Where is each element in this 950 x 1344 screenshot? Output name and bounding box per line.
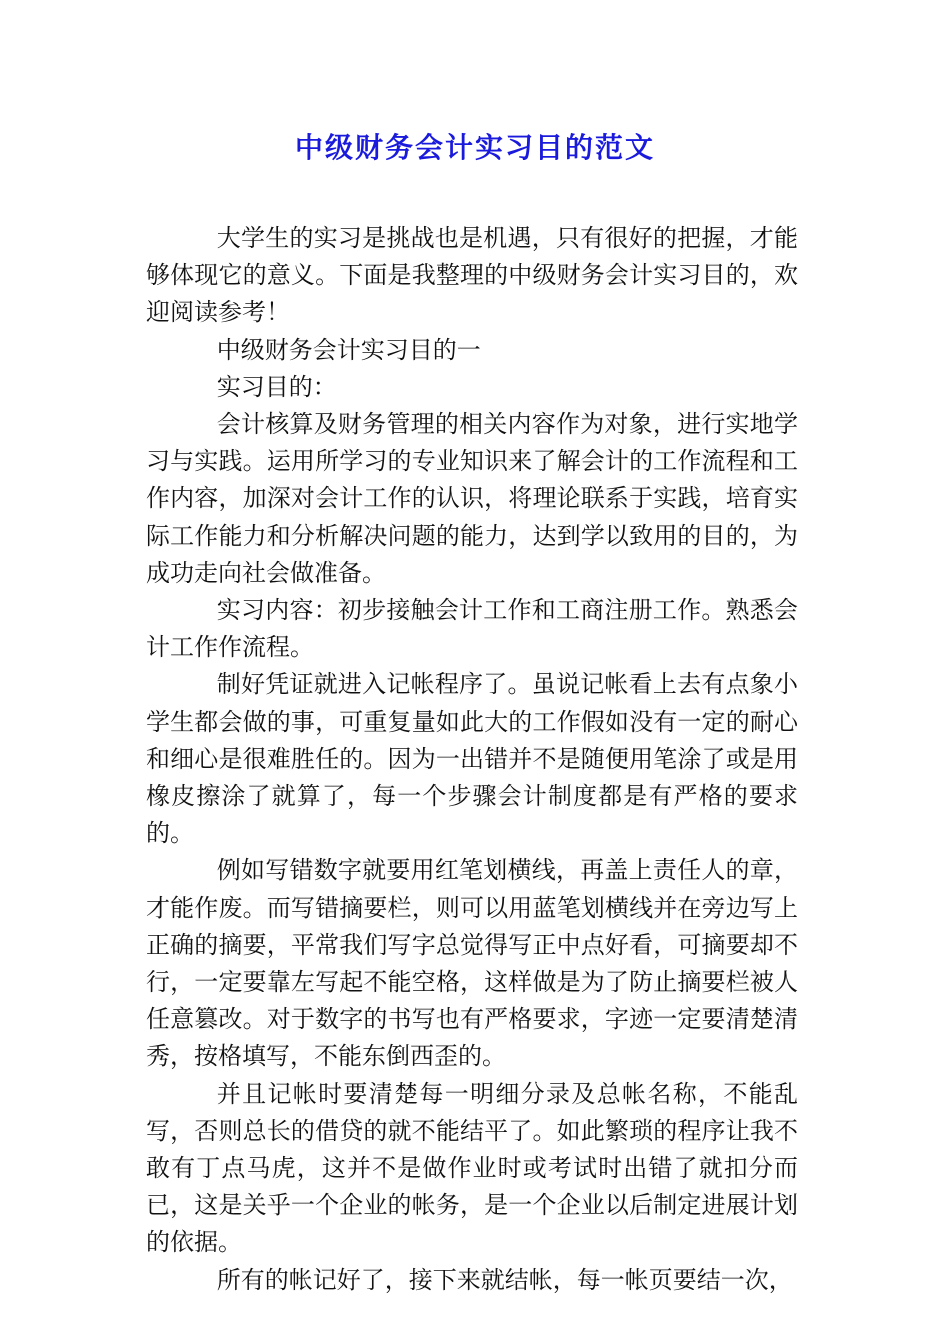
paragraph: 并且记帐时要清楚每一明细分录及总帐名称，不能乱写，否则总长的借贷的就不能结平了。如此繁琐的程序让我不敢有丁点马虎，这并不是做作业时或考试时出错了就扣分而已，这是关乎一个企业的帐务，是一个企业以后制定进展计划的依据。 (146, 1079, 798, 1257)
paragraph: 例如写错数字就要用红笔划横线，再盖上责任人的章，才能作废。而写错摘要栏，则可以用蓝笔划横线并在旁边写上正确的摘要，平常我们写字总觉得写正中点好看，可摘要却不行，一定要靠左写起不能空格，这样做是为了防止摘要栏被人任意篡改。对于数字的书写也有严格要求，字迹一定要清楚清秀，按格填写，不能东倒西歪的。 (146, 856, 798, 1071)
paragraph: 实习内容：初步接触会计工作和工商注册工作。熟悉会计工作作流程。 (146, 596, 798, 662)
paragraph: 中级财务会计实习目的一 (216, 335, 481, 364)
paragraph: 大学生的实习是挑战也是机遇，只有很好的把握，才能够体现它的意义。下面是我整理的中级财务会计实习目的，欢迎阅读参考！ (146, 224, 798, 327)
paragraph: 实习目的： (216, 372, 337, 401)
paragraph: 会计核算及财务管理的相关内容作为对象，进行实地学习与实践。运用所学习的专业知识来了解会计的工作流程和工作内容，加深对会计工作的认识，将理论联系于实践，培育实际工作能力和分析解决问题的能力，达到学以致用的目的，为成功走向社会做准备。 (146, 410, 798, 587)
document-body (146, 220, 798, 1299)
paragraph: 所有的帐记好了，接下来就结帐，每一帐页要结一次， (216, 1265, 793, 1294)
document-title: 中级财务会计实习目的范文 (294, 131, 655, 164)
paragraph: 制好凭证就进入记帐程序了。虽说记帐看上去有点象小学生都会做的事，可重复量如此大的工作假如没有一定的耐心和细心是很难胜任的。因为一出错并不是随便用笔涂了或是用橡皮擦涂了就算了，每一个步骤会计制度都是有严格的要求的。 (146, 670, 798, 848)
